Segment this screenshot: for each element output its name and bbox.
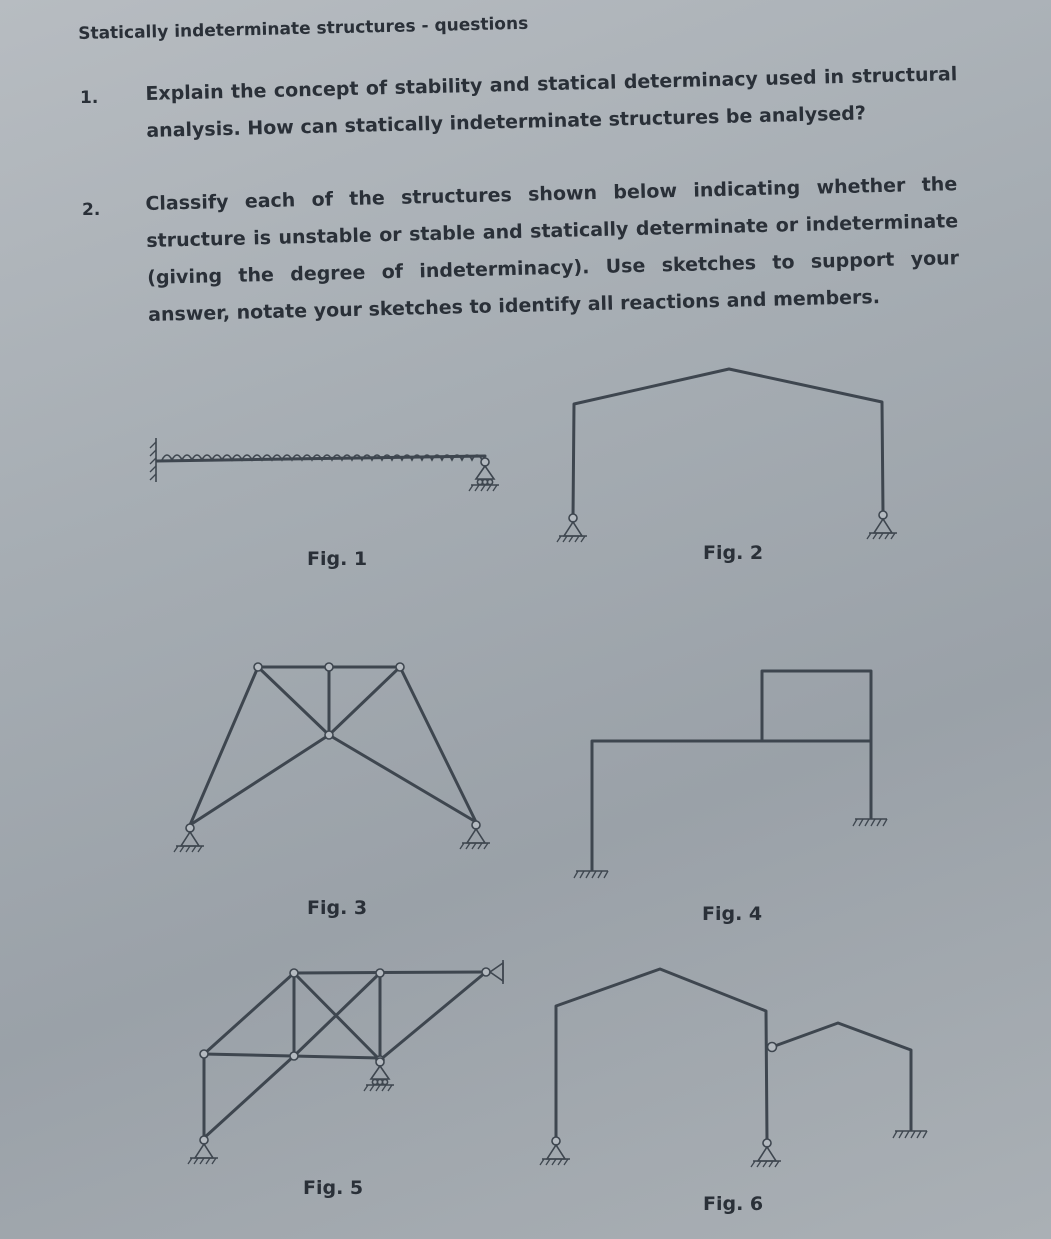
figure-5-label: Fig. 5 [303, 1177, 364, 1199]
figure-1-label: Fig. 1 [307, 548, 368, 570]
figure-4-label: Fig. 4 [702, 903, 763, 925]
figure-2-label: Fig. 2 [703, 542, 764, 564]
question-1-text: Explain the concept of stability and statical determinacy used in structural analysis. How can statically indeterminate structures be analysed? [145, 63, 958, 142]
figure-5-diagram [188, 960, 503, 1164]
figure-6-diagram [540, 969, 927, 1167]
question-2-number: 2. [82, 200, 101, 220]
figure-6-label: Fig. 6 [703, 1193, 764, 1215]
question-1-number: 1. [80, 88, 99, 108]
figure-1-diagram [150, 438, 499, 491]
figure-4-diagram [574, 671, 887, 878]
figure-3-diagram [174, 663, 490, 852]
figure-3-label: Fig. 3 [307, 897, 368, 919]
figure-2-diagram [557, 369, 897, 542]
page-title: Statically indeterminate structures - questions [78, 13, 529, 44]
question-2-text: Classify each of the structures shown below indicating whether the structure is unstable or stable and statically determinate or indeterminate (giving the degree of indeterminacy). Use sketches to support your answer, notate your sketches to identify all reactions and members. [145, 173, 960, 326]
